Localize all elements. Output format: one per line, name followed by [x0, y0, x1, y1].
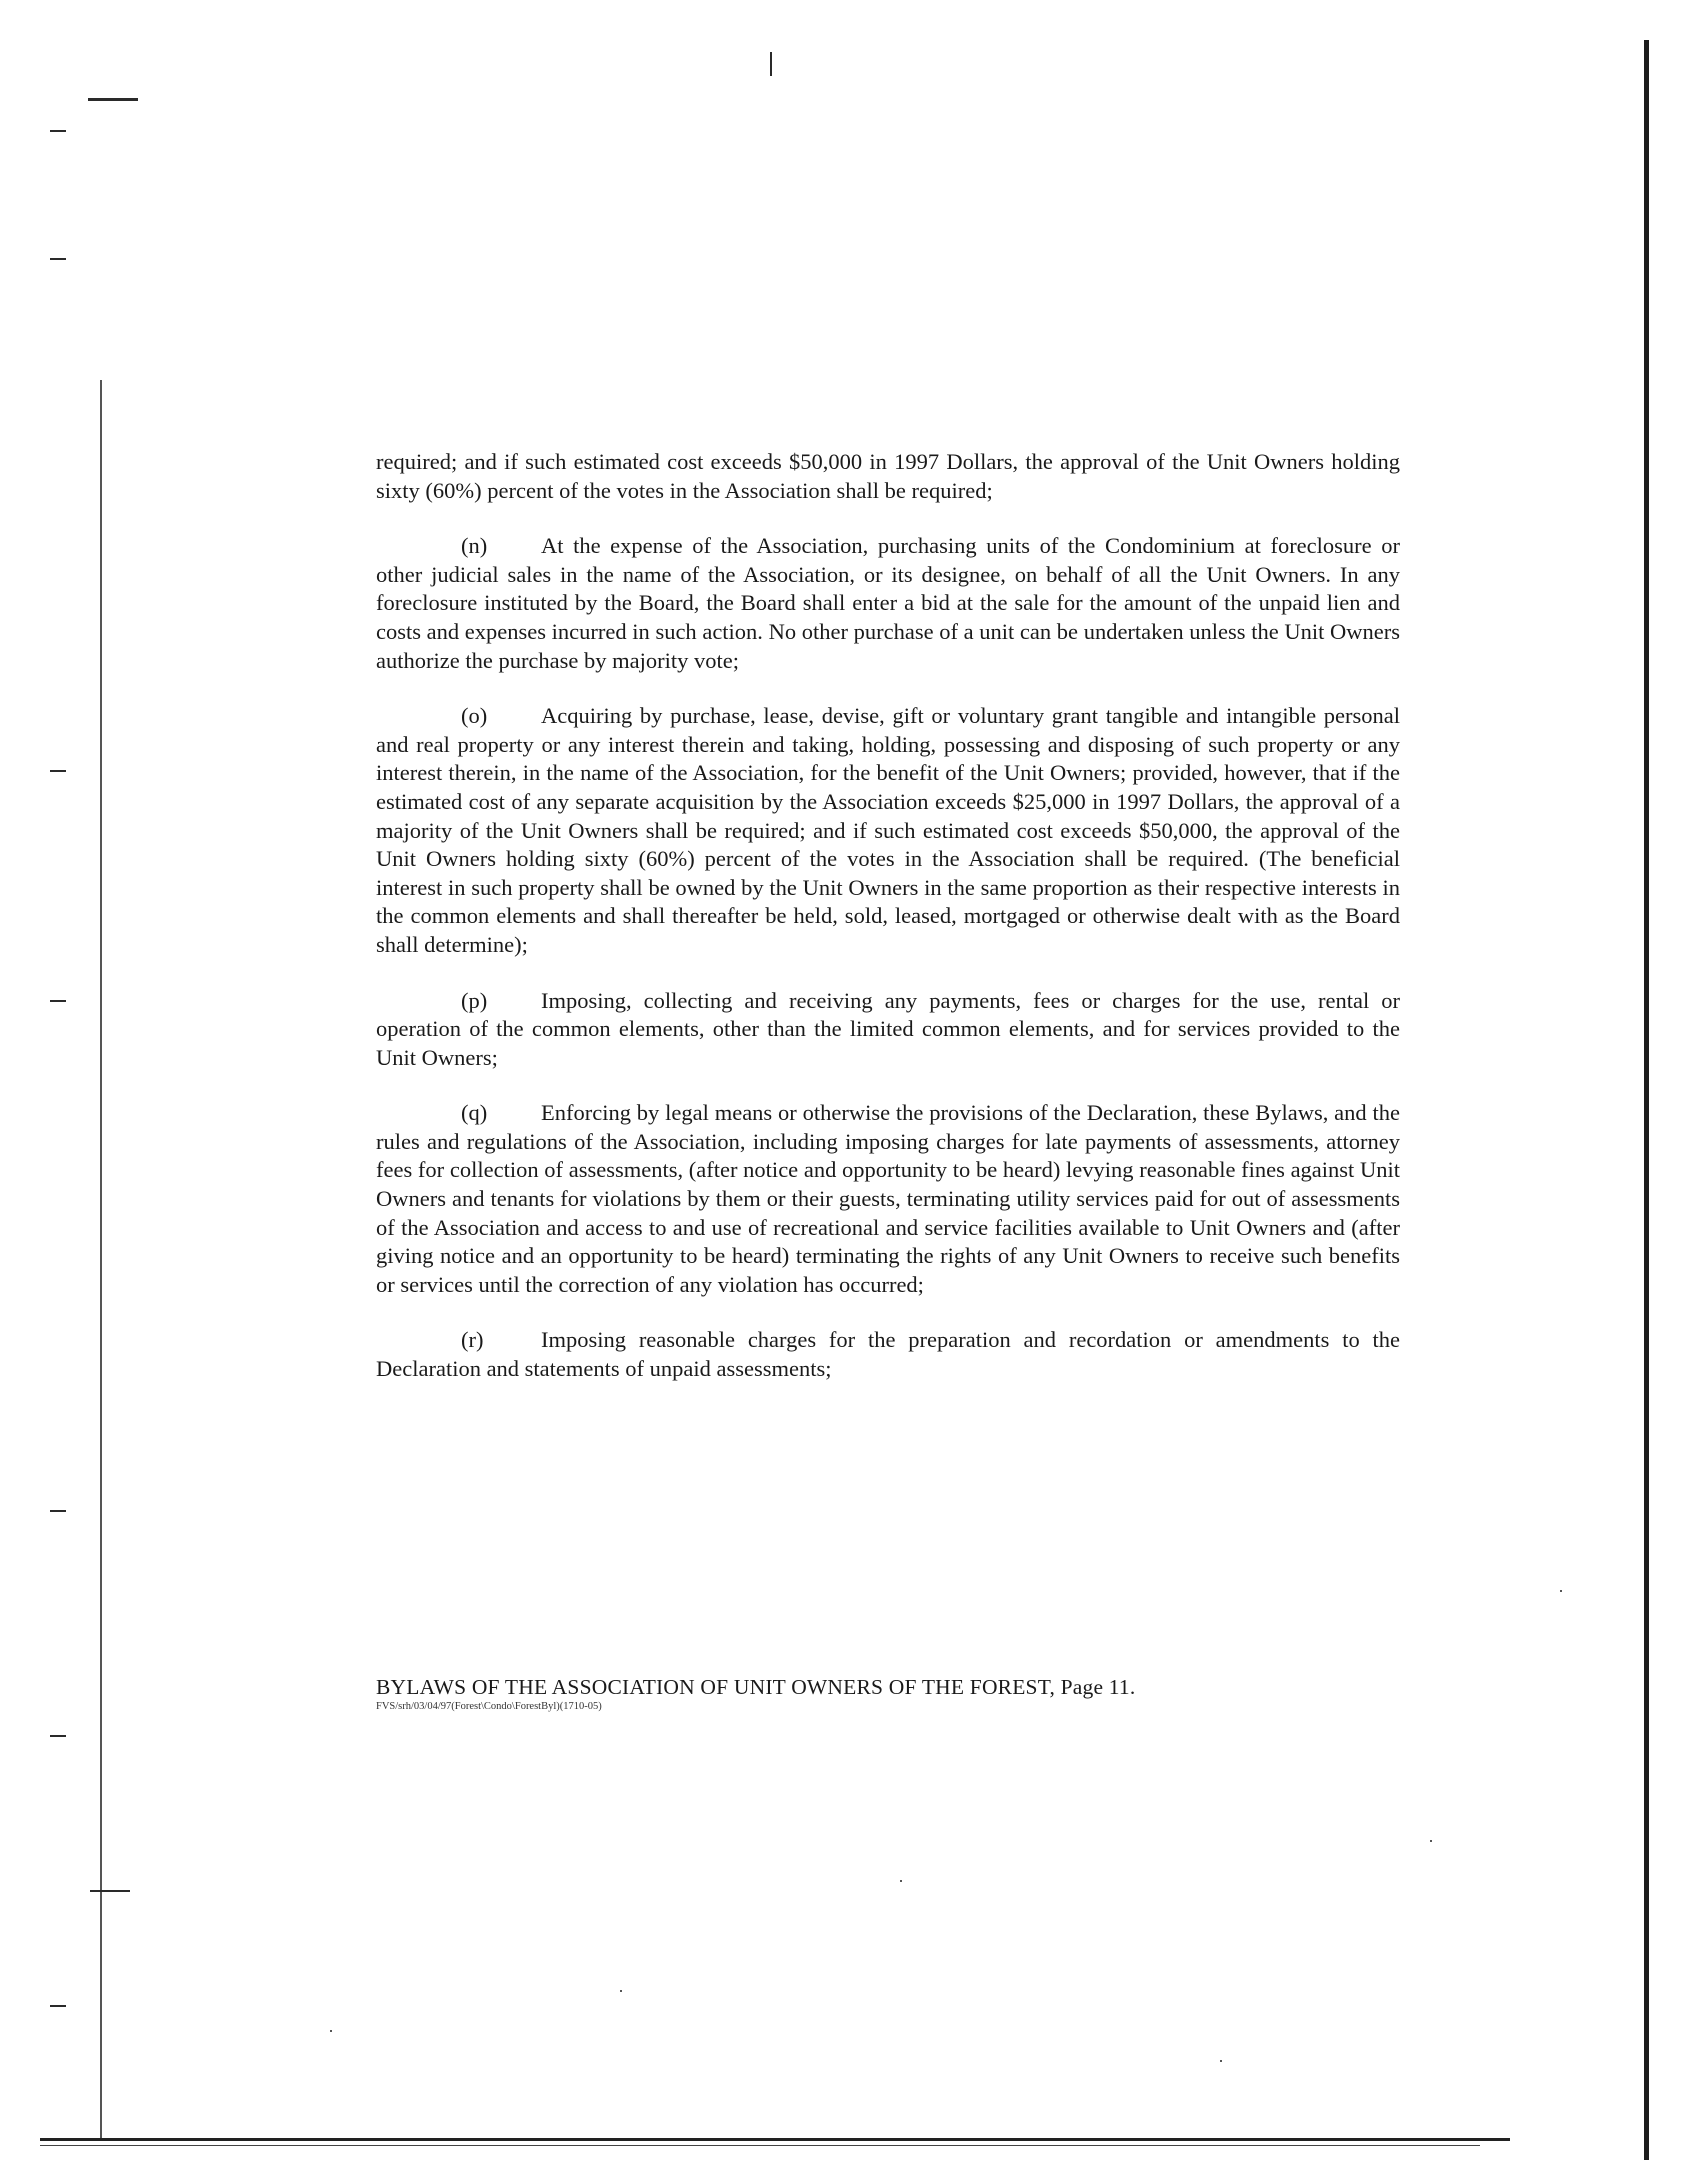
scan-bottom-rule-thin — [40, 2145, 1480, 2146]
paragraph-text: Enforcing by legal means or otherwise the provisions of the Declaration, these Bylaws, and the rules and regulations of the Association, including imposing charges for late payments of assessments, attorney fees for collection of assessments, (after notice and opportunity to be heard) levying reasonable fines against Unit Owners and tenants for violations by them or their guests, terminating utility services paid for out of assessments of the Association and access to and use of recreational and service facilities available to Unit Owners and (after giving notice and an opportunity to be heard) terminating the rights of any Unit Owners to receive such benefits or services until the correction of any violation has occurred; — [376, 1100, 1400, 1297]
paragraph-n — [376, 532, 1400, 675]
scan-mark — [50, 1510, 66, 1512]
paragraph-continuation — [376, 448, 1400, 505]
document-body — [376, 448, 1400, 1411]
scan-mark — [50, 2005, 66, 2007]
scan-mark — [50, 1735, 66, 1737]
scan-speck — [900, 1880, 902, 1882]
paragraph-label: (p) — [461, 987, 488, 1013]
paragraph-o — [376, 702, 1400, 959]
scan-speck — [1560, 1590, 1562, 1592]
scan-mark — [770, 52, 772, 76]
scan-speck — [330, 2030, 332, 2032]
scan-mark — [88, 98, 138, 101]
scan-speck — [1430, 1840, 1432, 1842]
scan-speck — [1220, 2060, 1222, 2062]
paragraph-text: Imposing, collecting and receiving any payments, fees or charges for the use, rental or operation of the common elements, other than the limited common elements, and for services provided to the Unit Owners; — [376, 987, 1400, 1070]
paragraph-r — [376, 1326, 1400, 1383]
paragraph-label: (r) — [461, 1327, 484, 1353]
paragraph-text: required; and if such estimated cost exceeds $50,000 in 1997 Dollars, the approval of the Unit Owners holding sixty (60%) percent of the votes in the Association shall be required; — [376, 449, 1400, 503]
scan-right-edge — [1644, 40, 1649, 2160]
scan-mark — [50, 258, 66, 260]
scan-bottom-rule — [40, 2138, 1510, 2141]
paragraph-p — [376, 987, 1400, 1073]
paragraph-text: At the expense of the Association, purchasing units of the Condominium at foreclosure or other judicial sales in the name of the Association, or its designee, on behalf of all the Unit Owners. In any foreclosure instituted by the Board, the Board shall enter a bid at the sale for the amount of the unpaid lien and costs and expenses incurred in such action. No other purchase of a unit can be undertaken unless the Unit Owners authorize the purchase by majority vote; — [376, 533, 1400, 673]
footer-title: BYLAWS OF THE ASSOCIATION OF UNIT OWNERS OF THE FOREST, Page 11. — [376, 1675, 1136, 1699]
paragraph-label: (q) — [461, 1100, 488, 1126]
scan-mark — [50, 130, 66, 132]
paragraph-text: Imposing reasonable charges for the preparation and recordation or amendments to the Declaration and statements of unpaid assessments; — [376, 1327, 1400, 1382]
scan-mark — [50, 1000, 66, 1002]
paragraph-label: (o) — [461, 703, 488, 729]
scan-mark — [90, 1890, 130, 1892]
paragraph-text: Acquiring by purchase, lease, devise, gift or voluntary grant tangible and intangible personal and real property or any interest therein and taking, holding, possessing and disposing of such property or any interest therein, in the name of the Association, for the benefit of the Unit Owners; provided, however, that if the estimated cost of any separate acquisition by the Association exceeds $25,000 in 1997 Dollars, the approval of a majority of the Unit Owners shall be required; and if such estimated cost exceeds $50,000, the approval of the Unit Owners holding sixty (60%) percent of the votes in the Association shall be required. (The beneficial interest in such property shall be owned by the Unit Owners in the same proportion as their respective interests in the common elements and shall thereafter be held, sold, leased, mortgaged or otherwise dealt with as the Board shall determine); — [376, 703, 1400, 957]
scan-speck — [620, 1990, 622, 1992]
scan-left-edge — [100, 380, 102, 2140]
scan-mark — [50, 770, 66, 772]
paragraph-label: (n) — [461, 533, 488, 559]
paragraph-q — [376, 1099, 1400, 1299]
footer-file-code: FVS/srh/03/04/97(Forest\Condo\ForestByl)(1710-05) — [376, 1701, 602, 1712]
